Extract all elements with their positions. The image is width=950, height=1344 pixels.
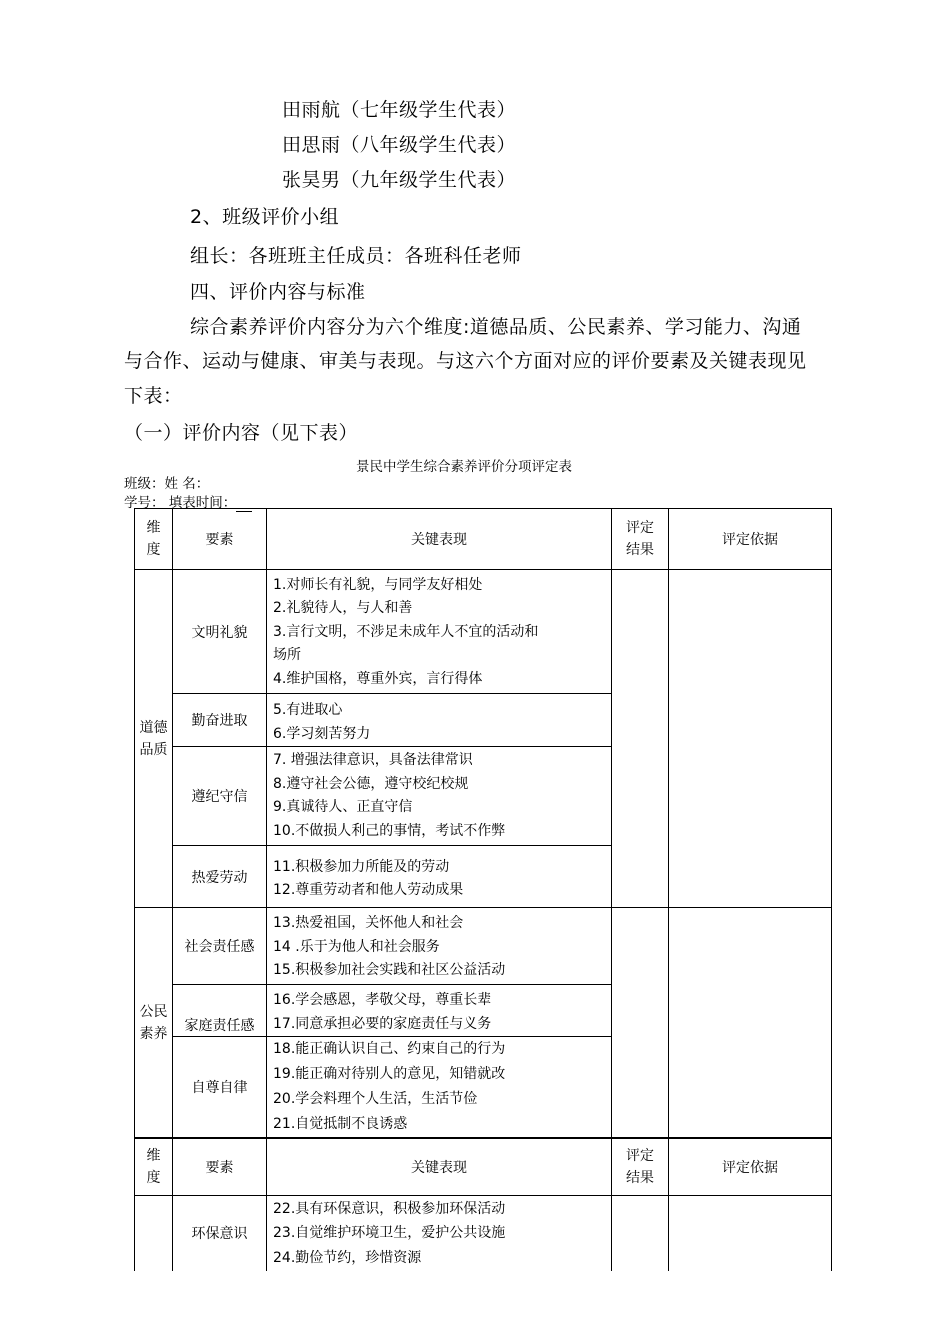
key-item: 20.学会料理个人生活，生活节俭 [273,1091,478,1107]
basis-cell-civic[interactable] [669,908,832,1139]
key-item: 19.能正确对待别人的意见，知错就改 [273,1066,506,1082]
key-item: 16.学会感恩，孝敬父母，尊重长辈 [273,992,492,1008]
key-item: 场所 [273,647,301,664]
section-4-heading: 四、评价内容与标准 [190,281,366,303]
key-item: 21.自觉抵制不良诱惑 [273,1116,408,1132]
key-item: 12.尊重劳动者和他人劳动成果 [273,882,464,898]
dimension-moral-2: 品质 [139,741,168,758]
key-item: 14 .乐于为他人和社会服务 [273,938,440,955]
dimension-cell-moral [135,570,173,908]
header-row [135,509,832,570]
key-performance-cell [267,908,612,985]
key-item: 15.积极参加社会实践和社区公益活动 [273,962,506,979]
element-cell: 遵纪守信 [173,747,267,846]
dimension-civic-2: 素养 [139,1025,168,1042]
key-item: 17.同意承担必要的家庭责任与义务 [273,1015,492,1032]
paragraph-line-2: 与合作、运动与健康、审美与表现。与这六个方面对应的评价要素及关键表现见 [124,350,807,372]
table-row [135,570,832,694]
key-item: 24.勤俭节约，珍惜资源 [273,1249,422,1266]
dimension-civic-1: 公民 [139,1003,168,1020]
header-dimension-1: 维 [146,1147,161,1164]
element-cell: 社会责任感 [173,908,267,985]
header-dimension-1: 维 [146,520,161,536]
element-cell: 勤奋进取 [173,694,267,747]
basis-cell-3[interactable] [669,1195,832,1271]
result-cell-3[interactable] [612,1195,669,1271]
header-result [612,1138,669,1195]
element-cell: 自尊自律 [173,1037,267,1139]
header-dimension [135,1138,173,1195]
key-performance-cell [267,1037,612,1139]
header-row-repeat [135,1138,832,1195]
key-item: 5.有进取心 [273,702,343,718]
header-element: 要素 [173,1138,267,1195]
header-result-1: 评定 [626,520,654,536]
key-item: 18.能正确认识自己、约束自己的行为 [273,1041,506,1057]
element-cell: 环保意识 [173,1195,267,1271]
key-item: 3.言行文明，不涉足未成年人不宜的活动和 [273,623,539,640]
element-cell: 家庭责任感 [173,985,267,1037]
key-performance-cell [267,846,612,908]
dimension-cell-civic [135,908,173,1139]
key-performance-cell [267,570,612,694]
key-item: 8.遵守社会公德，遵守校纪校规 [273,775,469,792]
header-element: 要素 [173,509,267,570]
header-dimension-2: 度 [146,1169,161,1186]
leaders-line: 组长：各班班主任成员：各班科任老师 [190,245,522,267]
paragraph-line-3: 下表： [124,385,183,407]
header-key-performance: 关键表现 [267,509,612,570]
key-item: 6.学习刻苦努力 [273,725,371,742]
header-basis: 评定依据 [669,509,832,570]
key-item: 9.真诚待人、正直守信 [273,799,413,815]
table-row [135,1195,832,1271]
header-result-1: 评定 [626,1147,654,1164]
header-result-2: 结果 [626,1169,654,1186]
rep-line-1: 田雨航（七年级学生代表） [282,99,517,121]
key-performance-cell [267,747,612,846]
item-2-heading: 2、班级评价小组 [190,206,340,228]
dimension-cell-3 [135,1195,173,1271]
header-dimension-2: 度 [146,542,161,558]
result-cell-civic[interactable] [612,908,669,1139]
key-performance-cell [267,1195,612,1271]
form-title: 景民中学生综合素养评价分项评定表 [356,459,572,475]
table-row [135,908,832,985]
key-performance-cell [267,694,612,747]
key-item: 22.具有环保意识，积极参加环保活动 [273,1200,506,1217]
evaluation-table [134,508,832,1271]
key-item: 13.热爱祖国，关怀他人和社会 [273,915,464,932]
key-item: 11.积极参加力所能及的劳动 [273,858,450,875]
basis-cell-moral[interactable] [669,570,832,908]
key-item: 10.不做损人利己的事情，考试不作弊 [273,822,506,839]
dimension-moral-1: 道德 [139,719,168,736]
key-item: 23.自觉维护环境卫生，爱护公共设施 [273,1225,506,1241]
header-dimension [135,509,173,570]
rep-line-3: 张昊男（九年级学生代表） [282,169,517,191]
element-cell: 文明礼貌 [173,570,267,694]
class-name-line: 班级：姓 名： [124,476,210,492]
rep-line-2: 田思雨（八年级学生代表） [282,134,517,156]
key-item: 1.对师长有礼貌，与同学友好相处 [273,576,483,593]
key-item: 7. 增强法律意识，具备法律常识 [273,752,473,768]
paragraph-line-1: 综合素养评价内容分为六个维度:道德品质、公民素养、学习能力、沟通 [190,316,802,338]
key-performance-cell [267,985,612,1037]
student-no-text: 学号： 填表时间： [124,495,237,511]
result-cell-moral[interactable] [612,570,669,908]
header-basis: 评定依据 [669,1138,832,1195]
key-item: 2.礼貌待人，与人和善 [273,600,413,617]
header-result-2: 结果 [626,542,654,558]
header-key-performance: 关键表现 [267,1138,612,1195]
subsection-1-heading: （一）评价内容（见下表） [124,422,359,444]
key-item: 4.维护国格，尊重外宾，言行得体 [273,670,483,687]
element-cell: 热爱劳动 [173,846,267,908]
header-result [612,509,669,570]
